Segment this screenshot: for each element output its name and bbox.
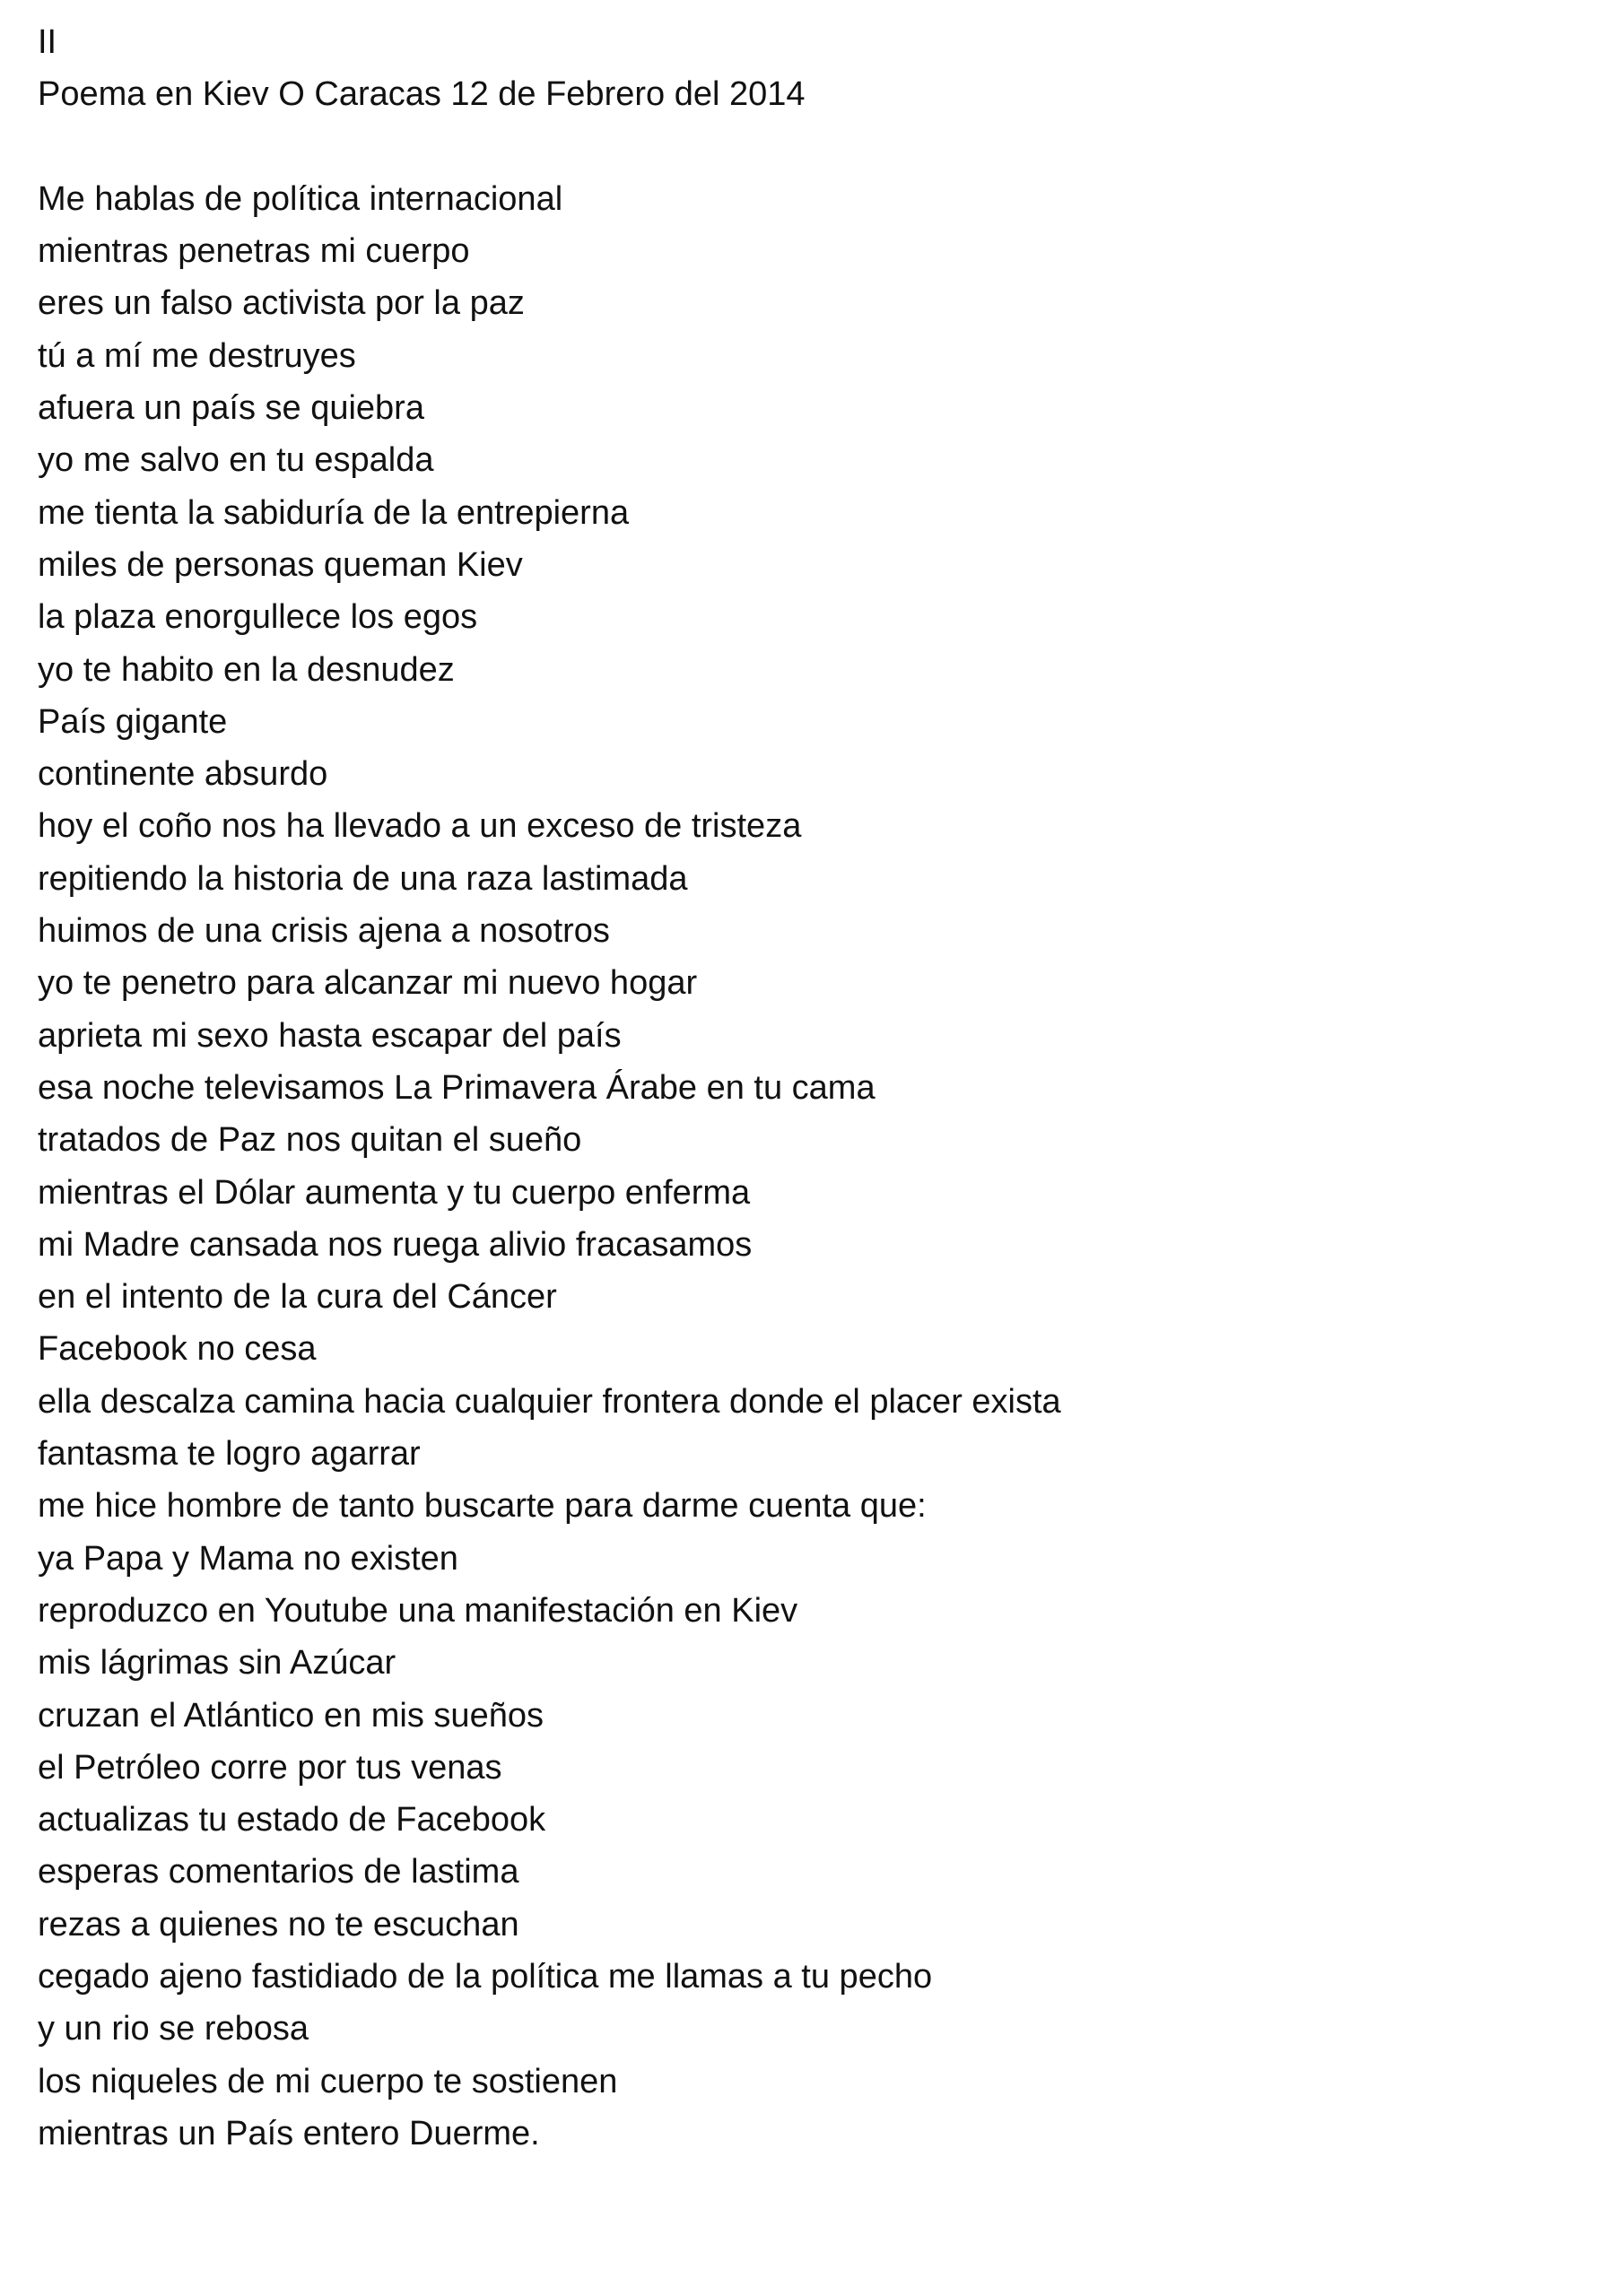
- poem-line: continente absurdo: [38, 755, 328, 794]
- poem-line: los niqueles de mi cuerpo te sostienen: [38, 2062, 618, 2100]
- poem-line: actualizas tu estado de Facebook: [38, 1801, 546, 1839]
- poem-line: reproduzco en Youtube una manifestación en Kiev: [38, 1591, 798, 1630]
- poem-line: hoy el coño nos ha llevado a un exceso de tristeza: [38, 807, 802, 846]
- poem-line: mientras el Dólar aumenta y tu cuerpo enferma: [38, 1173, 751, 1212]
- section-number: II: [38, 23, 57, 61]
- poem-line: miles de personas queman Kiev: [38, 545, 523, 584]
- poem-text-block: [38, 16, 1563, 2160]
- poem-line: rezas a quienes no te escuchan: [38, 1905, 519, 1944]
- poem-line: huimos de una crisis ajena a nosotros: [38, 912, 610, 951]
- poem-line: en el intento de la cura del Cáncer: [38, 1278, 557, 1317]
- poem-line: fantasma te logro agarrar: [38, 1435, 421, 1474]
- poem-line: mientras un País entero Duerme.: [38, 2114, 540, 2152]
- poem-line: Me hablas de política internacional: [38, 179, 563, 218]
- poem-line: yo me salvo en tu espalda: [38, 441, 434, 480]
- poem-line: ella descalza camina hacia cualquier frontera donde el placer exista: [38, 1382, 1061, 1421]
- poem-line: tratados de Paz nos quitan el sueño: [38, 1121, 582, 1160]
- poem-line: la plaza enorgullece los egos: [38, 598, 478, 637]
- poem-line: cruzan el Atlántico en mis sueños: [38, 1696, 544, 1735]
- poem-title: Poema en Kiev O Caracas 12 de Febrero del 2014: [38, 75, 806, 114]
- poem-line: y un rio se rebosa: [38, 2010, 309, 2048]
- poem-line: mi Madre cansada nos ruega alivio fracasamos: [38, 1225, 753, 1264]
- poem-line: ya Papa y Mama no existen: [38, 1539, 458, 1578]
- poem-line: el Petróleo corre por tus venas: [38, 1748, 502, 1787]
- poem-line: País gigante: [38, 702, 228, 741]
- poem-line: yo te penetro para alcanzar mi nuevo hogar: [38, 964, 698, 1003]
- poem-line: afuera un país se quiebra: [38, 389, 424, 428]
- poem-line: tú a mí me destruyes: [38, 336, 356, 375]
- poem-line: repitiendo la historia de una raza lastimada: [38, 859, 688, 898]
- poem-line: esa noche televisamos La Primavera Árabe en tu cama: [38, 1068, 876, 1107]
- poem-line: me tienta la sabiduría de la entrepierna: [38, 493, 630, 532]
- poem-lines: [38, 173, 1563, 2160]
- stanza-spacer: [38, 121, 1563, 173]
- poem-line: me hice hombre de tanto buscarte para darme cuenta que:: [38, 1487, 927, 1526]
- poem-line: Facebook no cesa: [38, 1330, 317, 1369]
- poem-line: mientras penetras mi cuerpo: [38, 232, 470, 271]
- poem-line: yo te habito en la desnudez: [38, 650, 455, 689]
- poem-line: mis lágrimas sin Azúcar: [38, 1644, 396, 1683]
- poem-line: aprieta mi sexo hasta escapar del país: [38, 1016, 622, 1055]
- poem-line: cegado ajeno fastidiado de la política me llamas a tu pecho: [38, 1957, 933, 1996]
- poem-line: esperas comentarios de lastima: [38, 1853, 519, 1892]
- poem-line: eres un falso activista por la paz: [38, 284, 525, 323]
